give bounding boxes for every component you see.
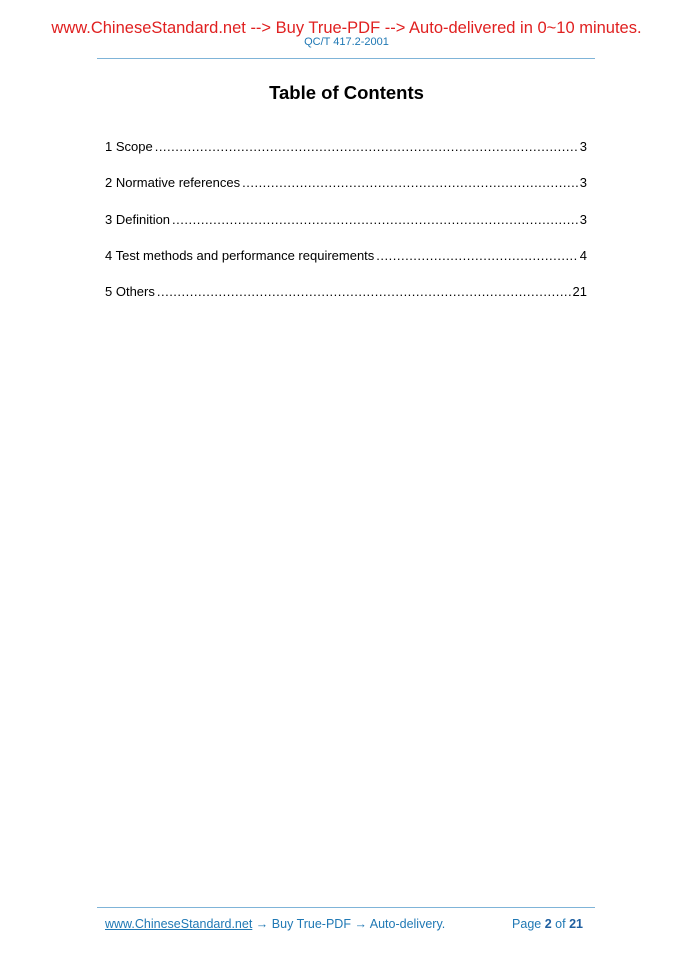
page-word: Page: [512, 917, 542, 931]
toc-entry-normative-references[interactable]: [105, 174, 587, 210]
toc-entry-label: 5 Others: [105, 284, 155, 300]
toc-entry-scope[interactable]: [105, 138, 587, 174]
toc-entry-definition[interactable]: [105, 211, 587, 247]
toc-entry-others[interactable]: [105, 283, 587, 319]
promo-banner[interactable]: www.ChineseStandard.net --> Buy True-PDF --> Auto-delivered in 0~10 minutes.: [51, 19, 642, 37]
toc-dot-leader: [242, 174, 578, 192]
current-page-number: 2: [544, 917, 552, 931]
toc-dot-leader: [157, 283, 571, 301]
toc-list: [105, 138, 587, 319]
toc-title: Table of Contents: [269, 82, 424, 103]
toc-entry-label: 2 Normative references: [105, 175, 241, 191]
footer-promo: [105, 916, 445, 932]
total-pages-number: 21: [569, 917, 583, 931]
header-divider: [97, 58, 595, 59]
arrow-right-icon: →: [354, 917, 367, 931]
toc-entry-label: 3 Definition: [105, 211, 171, 227]
page-indicator: [512, 916, 583, 932]
toc-entry-page: 3: [579, 139, 587, 154]
toc-entry-page: 21: [572, 284, 587, 300]
toc-dot-leader: [172, 211, 578, 229]
toc-entry-label: 1 Scope: [105, 139, 153, 154]
of-word: of: [555, 917, 566, 931]
toc-entry-page: 4: [579, 247, 587, 263]
footer-buy-text: Buy True-PDF: [271, 917, 351, 931]
toc-entry-page: 3: [579, 175, 587, 191]
toc-entry-page: 3: [579, 211, 587, 227]
toc-entry-test-methods[interactable]: [105, 247, 587, 283]
toc-dot-leader: [155, 138, 578, 156]
toc-entry-label: 4 Test methods and performance requirements: [105, 247, 375, 263]
document-code: QC/T 417.2-2001: [304, 36, 389, 48]
footer-divider: [97, 907, 595, 908]
footer-site-link[interactable]: www.ChineseStandard.net: [105, 917, 253, 931]
footer-delivery-text: Auto-delivery.: [369, 917, 446, 931]
arrow-right-icon: →: [255, 917, 269, 931]
toc-dot-leader: [376, 247, 577, 265]
